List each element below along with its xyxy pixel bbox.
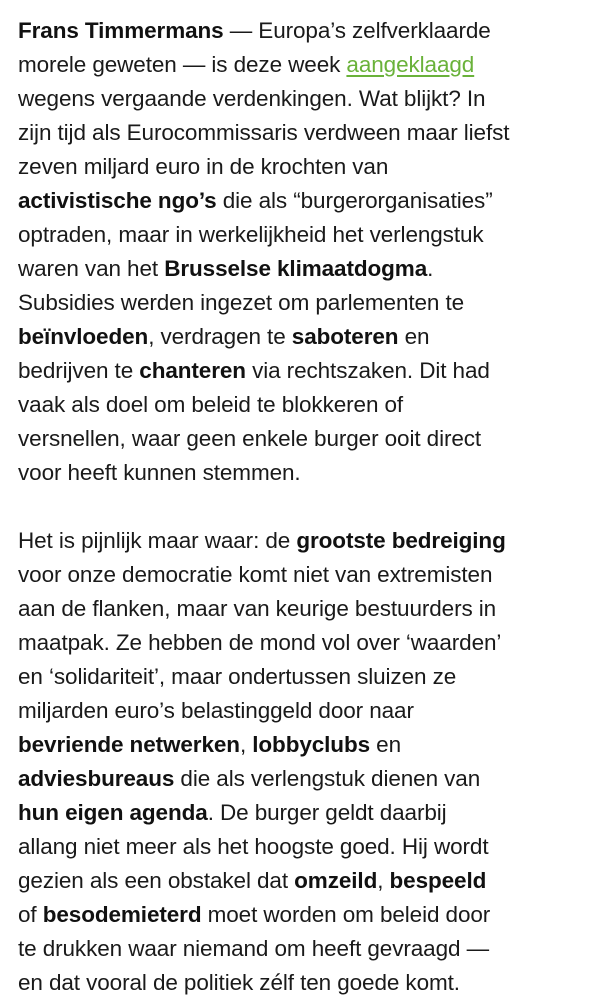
text-segment: aan de flanken, maar van keurige bestuurders in (18, 596, 497, 621)
text-segment: waren van het (18, 256, 165, 281)
text-segment: miljarden euro’s belastinggeld door naar (18, 698, 414, 723)
text-segment: allang niet meer als het hoogste goed. Hij wordt (18, 834, 489, 859)
text-line (18, 558, 583, 592)
text-line (18, 218, 583, 252)
text-segment: Subsidies werden ingezet om parlementen te (18, 290, 465, 315)
text-segment: gezien als een obstakel dat (18, 868, 295, 893)
text-line (18, 762, 583, 796)
text-segment: zeven miljard euro in de krochten van (18, 154, 389, 179)
text-segment: en dat vooral de politiek zélf ten goede komt. (18, 970, 460, 995)
bold-text: activistische ngo’s (18, 188, 217, 213)
bold-text: omzeild (294, 868, 378, 893)
text-segment: , (377, 868, 390, 893)
aangeklaagd-link[interactable]: aangeklaagd (346, 52, 475, 77)
paragraph-1 (18, 14, 583, 490)
bold-text: besodemieterd (42, 902, 202, 927)
text-line (18, 286, 583, 320)
text-segment: en (398, 324, 430, 349)
text-line (18, 150, 583, 184)
text-line (18, 626, 583, 660)
text-segment: moet worden om beleid door (201, 902, 491, 927)
text-segment: zijn tijd als Eurocommissaris verdween maar liefst (18, 120, 510, 145)
text-segment: te drukken waar niemand om heeft gevraagd — (18, 936, 489, 961)
text-line (18, 898, 583, 932)
text-line (18, 82, 583, 116)
bold-text: hun eigen agenda (18, 800, 208, 825)
bold-text: chanteren (139, 358, 246, 383)
text-segment: morele geweten — is deze week (18, 52, 347, 77)
text-segment: die als “burgerorganisaties” (216, 188, 493, 213)
text-line (18, 116, 583, 150)
text-segment: . De burger geldt daarbij (207, 800, 447, 825)
bold-text: grootste bedreiging (296, 528, 506, 553)
text-line (18, 320, 583, 354)
text-segment: en (370, 732, 401, 757)
text-line (18, 660, 583, 694)
text-line (18, 48, 583, 82)
text-segment: optraden, maar in werkelijkheid het verlengstuk (18, 222, 484, 247)
text-line (18, 592, 583, 626)
text-line (18, 966, 583, 1000)
text-segment: — Europa’s zelfverklaarde (223, 18, 491, 43)
bold-text: beïnvloeden (18, 324, 149, 349)
text-segment: wegens vergaande verdenkingen. Wat blijkt? In (18, 86, 486, 111)
paragraph-2 (18, 524, 583, 1000)
bold-text: Brusselse klimaatdogma (164, 256, 428, 281)
text-line (18, 354, 583, 388)
text-line (18, 524, 583, 558)
text-segment: die als verlengstuk dienen van (174, 766, 481, 791)
bold-text: saboteren (291, 324, 399, 349)
text-line (18, 694, 583, 728)
text-line (18, 796, 583, 830)
text-segment: bedrijven te (18, 358, 140, 383)
text-line (18, 388, 583, 422)
bold-text: Frans Timmermans (18, 18, 224, 43)
bold-text: bespeeld (389, 868, 487, 893)
bold-text: bevriende netwerken (18, 732, 240, 757)
text-segment: , verdragen te (148, 324, 292, 349)
text-line (18, 184, 583, 218)
text-segment: via rechtszaken. Dit had (245, 358, 490, 383)
text-segment: Het is pijnlijk maar waar: de (18, 528, 297, 553)
text-line (18, 14, 583, 48)
text-line (18, 830, 583, 864)
text-segment: , (239, 732, 253, 757)
text-line (18, 932, 583, 966)
text-segment: voor heeft kunnen stemmen. (18, 460, 301, 485)
text-segment: voor onze democratie komt niet van extremisten (18, 562, 493, 587)
text-segment: maatpak. Ze hebben de mond vol over ‘waarden’ (18, 630, 502, 655)
bold-text: lobbyclubs (252, 732, 371, 757)
text-segment: of (18, 902, 43, 927)
text-segment: . (427, 256, 434, 281)
text-segment: versnellen, waar geen enkele burger ooit direct (18, 426, 482, 451)
paragraph-spacer (18, 490, 583, 524)
text-segment: en ‘solidariteit’, maar ondertussen sluizen ze (18, 664, 457, 689)
text-line (18, 456, 583, 490)
bold-text: adviesbureaus (18, 766, 175, 791)
text-line (18, 728, 583, 762)
text-line (18, 422, 583, 456)
text-line (18, 252, 583, 286)
text-line (18, 864, 583, 898)
text-segment: vaak als doel om beleid te blokkeren of (18, 392, 404, 417)
